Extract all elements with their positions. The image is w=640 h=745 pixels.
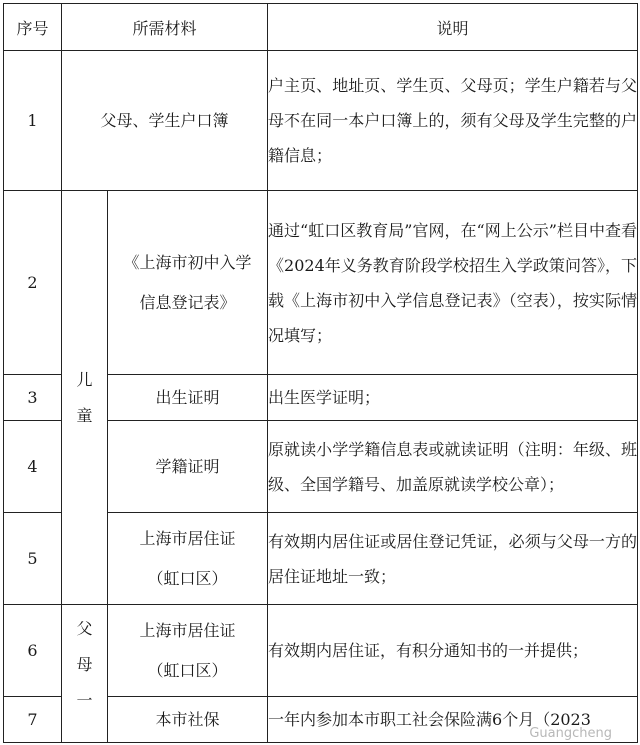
header-no: 序号 — [4, 4, 62, 51]
row-material: 本市社保 — [108, 697, 268, 743]
row-desc: 有效期内居住证或居住登记凭证，必须与父母一方的居住证地址一致； — [268, 513, 638, 605]
group-label-child — [62, 191, 108, 605]
row-desc: 通过“虹口区教育局”官网，在“网上公示”栏目中查看《2024年义务教育阶段学校招生入学政策问答》，下载《上海市初中入学信息登记表》（空表），按实际情况填写； — [268, 191, 638, 375]
row-no: 2 — [4, 191, 62, 375]
row-desc: 户主页、地址页、学生页、父母页；学生户籍若与父母不在同一本户口簿上的，须有父母及学生完整的户籍信息； — [268, 51, 638, 191]
header-desc: 说明 — [268, 4, 638, 51]
group-char: 童 — [76, 405, 93, 425]
group-char: 母 — [76, 655, 93, 674]
header-row — [4, 4, 638, 51]
row-material: 父母、学生户口簿 — [62, 51, 268, 191]
row-material: 上海市居住证（虹口区） — [108, 513, 268, 605]
group-label-parent — [62, 605, 108, 743]
group-char: 父 — [76, 619, 93, 638]
row-material: 上海市居住证（虹口区） — [108, 605, 268, 697]
row-desc: 原就读小学学籍信息表或就读证明（注明：年级、班级、全国学籍号、加盖原就读学校公章）； — [268, 421, 638, 513]
row-material: 《上海市初中入学信息登记表》 — [108, 191, 268, 375]
row-desc: 有效期内居住证，有积分通知书的一并提供； — [268, 605, 638, 697]
row-no: 1 — [4, 51, 62, 191]
row-no: 6 — [4, 605, 62, 697]
row-no: 7 — [4, 697, 62, 743]
group-char: 一 — [76, 691, 93, 710]
row-material: 学籍证明 — [108, 421, 268, 513]
table-row — [4, 605, 638, 697]
table-row — [4, 191, 638, 375]
row-no: 4 — [4, 421, 62, 513]
header-materials: 所需材料 — [62, 4, 268, 51]
row-material: 出生证明 — [108, 375, 268, 421]
row-desc: 一年内参加本市职工社会保险满6个月（2023 — [268, 697, 638, 743]
row-no: 3 — [4, 375, 62, 421]
group-char: 儿 — [76, 369, 93, 389]
row-desc: 出生医学证明； — [268, 375, 638, 421]
watermark: Guangcheng — [529, 726, 612, 741]
row-no: 5 — [4, 513, 62, 605]
requirements-table — [3, 3, 638, 743]
table-row — [4, 51, 638, 191]
